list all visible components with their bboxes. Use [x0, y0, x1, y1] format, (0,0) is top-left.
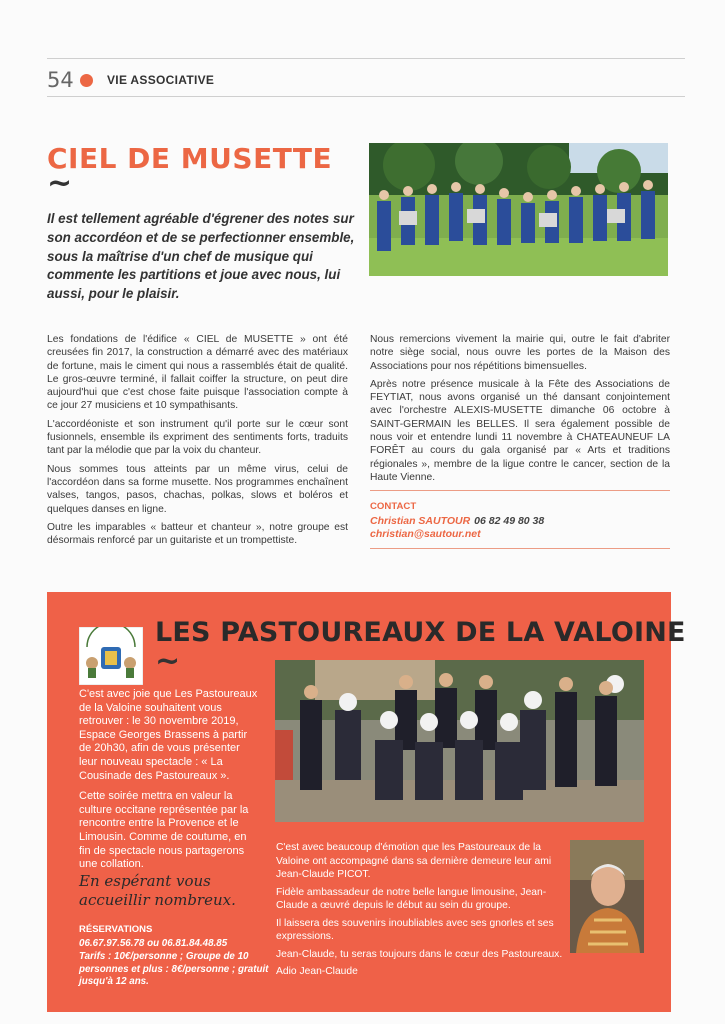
section-dot-icon [80, 74, 93, 87]
tribute-text [276, 841, 566, 983]
contact-email[interactable]: christian@sautour.net [370, 528, 481, 540]
section-title: VIE ASSOCIATIVE [107, 73, 215, 87]
accordion-group-photo [369, 143, 668, 276]
contact-label: CONTACT [370, 501, 417, 512]
announcement-paragraph: C'est avec joie que Les Pastoureaux de la Valoine souhaitent vous retrouver : le 30 novembre 2019, Espace Georges Brassens à partir de 20h30, afin de vous présenter leur nouveau spectacle : « La Cousinade des Pastoureaux ». [79, 688, 258, 782]
title-tilde: ~ [47, 166, 73, 201]
article-body-right [370, 333, 670, 489]
top-rule [47, 58, 685, 59]
article-body-left [47, 333, 348, 552]
body-paragraph: L'accordéoniste et son instrument qu'il porte sur le cœur sont fusionnels, ensemble ils expriment des sentiments forts, traduits tant par la mélodie que par la voix du chanteur. [47, 418, 348, 457]
tribute-paragraph: Jean-Claude, tu seras toujours dans le cœur des Pastoureaux. [276, 948, 563, 960]
article-intro: Il est tellement agréable d'égrener des notes sur son accordéon et de se perfectionner ensemble, sous la maîtrise d'un chef de musique qui commente les partitions et joue avec nous, lui aussi, pour le plaisir. [47, 211, 355, 302]
tribute-paragraph: Adio Jean-Claude [276, 966, 358, 977]
tribute-paragraph: Fidèle ambassadeur de notre belle langue limousine, Jean-Claude a œuvré depuis le début au sein du groupe. [276, 886, 547, 911]
pastoureaux-announcement [79, 688, 260, 879]
body-paragraph: Après notre présence musicale à la Fête des Associations de FEYTIAT, nous avons organisé un thé dansant conjointement avec l'orchestre ALEXIS-MUSETTE dimanche 06 octobre à SAINT-GERMAIN les BELLES. Il sera également possible de nous voir et entendre lundi 11 novembre à CHATEAUNEUF LA FORÊT au cours du gala organisé par « Arts et traditions régionales », membre de la ligue contre le cancer, section de la Haute Vienne. [370, 378, 670, 483]
pastoureaux-logo [79, 627, 143, 685]
reservation-phones: 06.67.97.56.78 ou 06.81.84.48.85 [79, 938, 228, 949]
pastoureaux-title: LES PASTOUREAUX DE LA VALOINE [155, 617, 686, 648]
contact-phone: 06 82 49 80 38 [474, 515, 545, 527]
tribute-paragraph: C'est avec beaucoup d'émotion que les Pastoureaux de la Valoine ont accompagné dans sa dernière demeure leur ami Jean-Claude PICOT. [276, 842, 552, 880]
tribute-paragraph: Il laissera des souvenirs inoubliables avec ses gnorles et ses expressions. [276, 917, 554, 942]
contact-rule-top [370, 490, 670, 491]
contact-name: Christian SAUTOUR [370, 515, 471, 527]
handwritten-invitation: En espérant vous accueillir nombreux. [79, 872, 236, 909]
body-paragraph: Outre les imparables « batteur et chanteur », notre groupe est désormais renforcé par un guitariste et un trompettiste. [47, 521, 348, 547]
title-tilde: ~ [155, 644, 181, 679]
header-rule [47, 96, 685, 97]
body-paragraph: Nous remercions vivement la mairie qui, outre le fait d'abriter notre siège social, nous ouvre les portes de la Maison des Associations pour nos répétitions bimensuelles. [370, 334, 670, 372]
body-paragraph: Les fondations de l'édifice « CIEL de MUSETTE » ont été creusées fin 2017, la construction a démarré avec des matériaux de fortune, mais le ciment qui nous a rassemblés était de qualité. Le gros-œuvre terminé, il fallait coiffer la structure, on peut dire aujourd'hui que c'est chose faite puisque l'association compte à ce jour 27 musiciens et 10 sympathisants. [47, 334, 348, 412]
body-paragraph: Nous sommes tous atteints par un même virus, celui de l'accordéon dans sa forme musette. Nos programmes enchaînent valses, tangos, pasos, chachas, polkas, slows et boléros et quelques danses en ligne. [47, 463, 348, 515]
portrait-photo [570, 840, 644, 953]
reservation-tarifs: Tarifs : 10€/personne ; Groupe de 10 personnes et plus : 8€/personne ; gratuit jusqu'à 12 ans. [79, 950, 269, 988]
contact-line [370, 515, 544, 527]
page-number: 54 [47, 68, 74, 92]
reservations-label: RÉSERVATIONS [79, 924, 153, 935]
contact-rule-bottom [370, 548, 670, 549]
announcement-paragraph: Cette soirée mettra en valeur la culture occitane représentée par la rencontre entre la Provence et le Limousin. Comme de coutume, en fin de spectacle nous partagerons une collation. [79, 790, 249, 871]
pastoureaux-group-photo [275, 660, 644, 822]
article-title: CIEL DE MUSETTE [47, 142, 333, 175]
reservations-info [79, 938, 269, 989]
